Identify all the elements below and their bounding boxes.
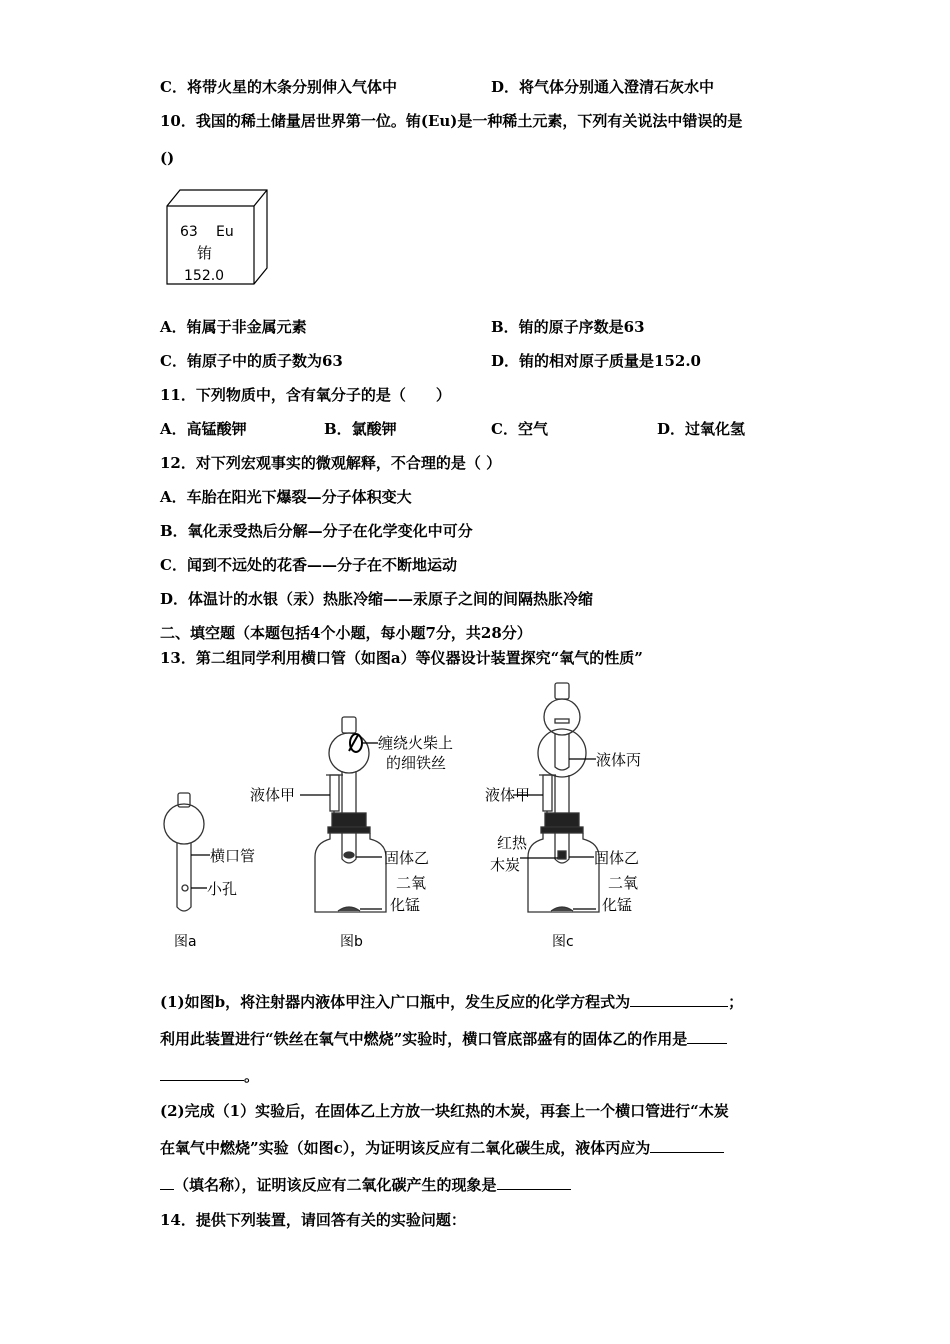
q13-part1-text-a: (1)如图b，将注射器内液体甲注入广口瓶中，发生反应的化学方程式为 xyxy=(160,993,631,1011)
q13-part1-line1 xyxy=(160,992,743,1012)
q11-option-d: D．过氧化氢 xyxy=(657,420,746,438)
section-2-heading: 二、填空题（本题包括4个小题，每小题7分，共28分） xyxy=(160,624,532,642)
q13-part1-line3 xyxy=(160,1066,259,1086)
fig-b-caption: 图b xyxy=(340,934,363,950)
fig-c-solid-label: 固体乙 xyxy=(594,849,640,867)
fig-c-mno2-label-2: 化锰 xyxy=(602,896,633,914)
fig-b-wire-label-1: 缠绕火柴上 xyxy=(378,734,454,752)
q9-option-d: D．将气体分别通入澄清石灰水中 xyxy=(491,78,715,96)
q13-part2-text-c: （填名称），证明该反应有二氧化碳产生的现象是 xyxy=(174,1176,497,1194)
q11-option-c: C．空气 xyxy=(491,420,548,438)
q13-part2-line3 xyxy=(160,1175,571,1195)
q13-part1-semicolon: ； xyxy=(728,993,744,1011)
q10-option-a: A．铕属于非金属元素 xyxy=(160,318,307,336)
q13-stem: 13．第二组同学利用横口管（如图a）等仪器设计装置探究“氧气的性质” xyxy=(160,649,643,667)
q13-part2-text-b: 在氧气中燃烧”实验（如图c），为证明该反应有二氧化碳生成，液体丙应为 xyxy=(160,1139,651,1157)
answer-blank-solid-role-b[interactable] xyxy=(160,1066,244,1081)
element-name: 铕 xyxy=(197,244,213,262)
q12-option-d: D．体温计的水银（汞）热胀冷缩——汞原子之间的间隔热胀冷缩 xyxy=(160,590,594,608)
q12-stem: 12．对下列宏观事实的微观解释，不合理的是（ ） xyxy=(160,454,502,472)
q12-option-c: C．闻到不远处的花香——分子在不断地运动 xyxy=(160,556,457,574)
fig-a-hole-label: 小孔 xyxy=(207,880,238,898)
element-tile-eu xyxy=(160,186,272,292)
fig-c-liquid-bing-label: 液体丙 xyxy=(596,751,642,769)
q13-part1-line2 xyxy=(160,1029,727,1049)
fig-a-caption: 图a xyxy=(174,934,197,950)
answer-blank-equation[interactable] xyxy=(630,992,728,1007)
q13-part2-line1: (2)完成（1）实验后，在固体乙上方放一块红热的木炭，再套上一个横口管进行“木炭 xyxy=(160,1102,729,1120)
q13-part1-text-b: 利用此装置进行“铁丝在氧气中燃烧”实验时，横口管底部盛有的固体乙的作用是 xyxy=(160,1030,688,1048)
q11-option-a: A．高锰酸钾 xyxy=(160,420,247,438)
q10-option-b: B．铕的原子序数是63 xyxy=(491,318,645,336)
fig-b-solid-label: 固体乙 xyxy=(384,849,430,867)
q10-option-c: C．铕原子中的质子数为63 xyxy=(160,352,343,370)
fig-c-charcoal-label-2: 木炭 xyxy=(490,856,521,874)
answer-blank-liquid-name-a[interactable] xyxy=(650,1138,724,1153)
fig-b-mno2-label-2: 化锰 xyxy=(390,896,421,914)
fig-c-charcoal-label-1: 红热 xyxy=(497,834,528,852)
answer-blank-phenomenon[interactable] xyxy=(497,1175,571,1190)
answer-blank-solid-role-a[interactable] xyxy=(687,1029,727,1044)
q10-stem: 10．我国的稀土储量居世界第一位。铕(Eu)是一种稀土元素，下列有关说法中错误的是 xyxy=(160,112,743,130)
fig-a-tube-label: 横口管 xyxy=(210,847,256,865)
q12-option-b: B．氧化汞受热后分解—分子在化学变化中可分 xyxy=(160,522,473,540)
q13-part2-line2 xyxy=(160,1138,724,1158)
fig-b-wire-label-2: 的细铁丝 xyxy=(386,754,447,772)
element-symbol: Eu xyxy=(216,224,234,240)
element-number: 63 xyxy=(180,224,198,240)
q12-option-a: A．车胎在阳光下爆裂—分子体积变大 xyxy=(160,488,412,506)
fig-b-apparatus xyxy=(300,717,386,912)
q13-apparatus-figure xyxy=(150,675,670,965)
fig-c-mno2-label-1: 二氧 xyxy=(608,874,639,892)
answer-blank-liquid-name-b[interactable] xyxy=(160,1175,174,1190)
q11-stem: 11．下列物质中，含有氧分子的是（ ） xyxy=(160,386,451,404)
fig-c-liquid-jia-label: 液体甲 xyxy=(485,786,531,804)
fig-b-mno2-label-1: 二氧 xyxy=(396,874,427,892)
element-mass: 152.0 xyxy=(184,268,225,284)
q10-paren: () xyxy=(160,149,175,167)
q14-stem: 14．提供下列装置，请回答有关的实验问题： xyxy=(160,1211,466,1229)
q13-part1-period: 。 xyxy=(244,1067,260,1085)
fig-b-liquid-label: 液体甲 xyxy=(250,786,296,804)
q10-option-d: D．铕的相对原子质量是152.0 xyxy=(491,352,701,370)
q9-option-c: C．将带火星的木条分别伸入气体中 xyxy=(160,78,397,96)
fig-a-tube xyxy=(164,793,210,911)
q11-option-b: B．氯酸钾 xyxy=(324,420,397,438)
fig-c-caption: 图c xyxy=(552,934,574,950)
